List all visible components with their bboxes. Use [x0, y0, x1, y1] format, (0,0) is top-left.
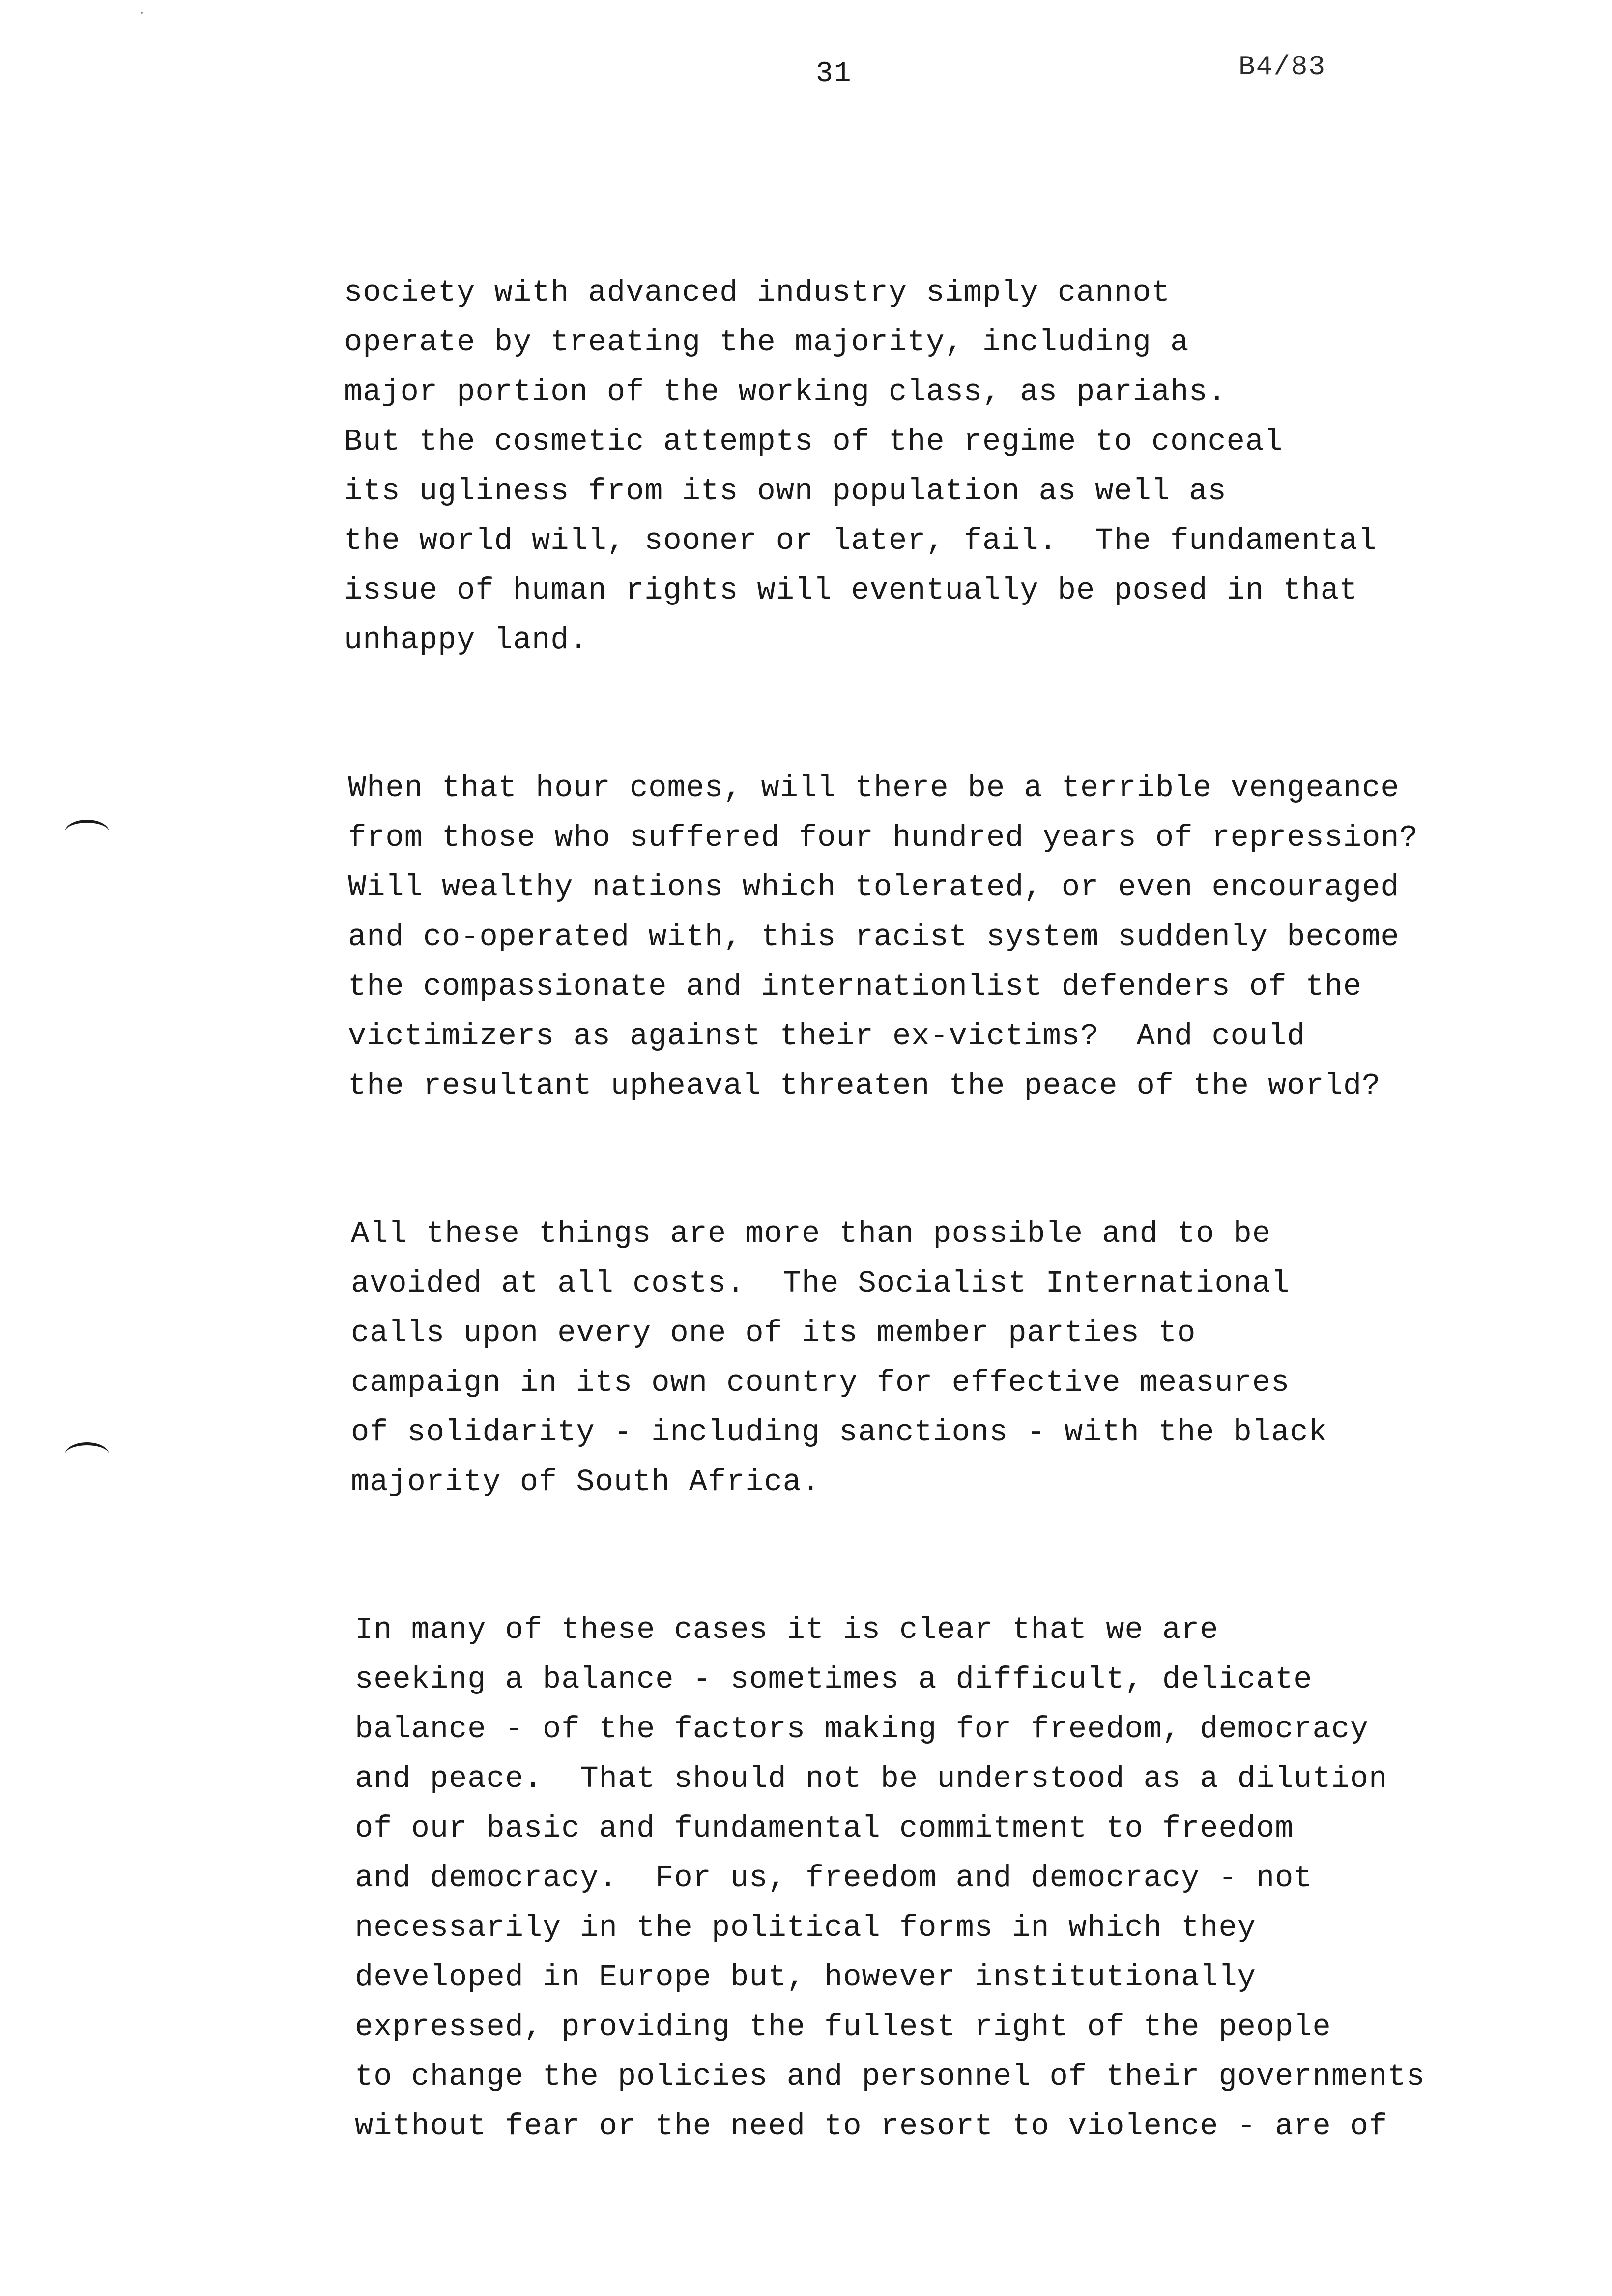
paragraph: [344, 268, 1563, 665]
text-line: victimizers as against their ex-victims? And could: [348, 1019, 1306, 1054]
text-line: and peace. That should not be understood as a dilution: [355, 1761, 1388, 1796]
text-line: and democracy. For us, freedom and democracy - not: [355, 1861, 1313, 1895]
text-line: campaign in its own country for effective measures: [351, 1365, 1290, 1400]
text-line: expressed, providing the fullest right of the people: [355, 2009, 1331, 2044]
text-line: But the cosmetic attempts of the regime to conceal: [344, 424, 1283, 459]
text-line: to change the policies and personnel of their governments: [355, 2059, 1425, 2094]
scan-speck: [141, 12, 143, 14]
text-line: society with advanced industry simply cannot: [344, 275, 1171, 310]
text-line: In many of these cases it is clear that we are: [355, 1612, 1219, 1647]
text-line: All these things are more than possible and to be: [351, 1216, 1271, 1251]
text-line: developed in Europe but, however institutionally: [355, 1960, 1256, 1995]
text-line: necessarily in the political forms in which they: [355, 1910, 1256, 1945]
text-line: When that hour comes, will there be a terrible vengeance: [348, 771, 1400, 805]
text-line: avoided at all costs. The Socialist International: [351, 1266, 1290, 1301]
body-text: [344, 268, 1563, 2249]
text-line: the world will, sooner or later, fail. The fundamental: [344, 523, 1377, 558]
text-line: of our basic and fundamental commitment to freedom: [355, 1811, 1294, 1846]
punch-hole-mark: [65, 820, 109, 844]
text-line: of solidarity - including sanctions - with the black: [351, 1415, 1327, 1450]
text-line: balance - of the factors making for freedom, democracy: [355, 1712, 1369, 1747]
text-line: and co-operated with, this racist system suddenly become: [348, 919, 1400, 954]
text-line: major portion of the working class, as pariahs.: [344, 374, 1227, 409]
text-line: without fear or the need to resort to violence - are of: [355, 2109, 1388, 2144]
text-line: the compassionate and internationlist defenders of the: [348, 969, 1362, 1004]
punch-hole-mark: [65, 1442, 109, 1467]
text-line: operate by treating the majority, including a: [344, 325, 1189, 360]
text-line: the resultant upheaval threaten the peace of the world?: [348, 1068, 1381, 1103]
text-line: its ugliness from its own population as well as: [344, 474, 1227, 509]
text-line: calls upon every one of its member parties to: [351, 1316, 1196, 1350]
paragraph: [355, 1605, 1563, 2151]
text-line: Will wealthy nations which tolerated, or even encouraged: [348, 870, 1400, 905]
paragraph: [351, 1209, 1563, 1507]
text-line: seeking a balance - sometimes a difficult, delicate: [355, 1662, 1313, 1697]
page-number: 31: [816, 58, 852, 90]
text-line: from those who suffered four hundred years of repression?: [348, 820, 1418, 855]
document-reference: B4/83: [1238, 51, 1326, 83]
text-line: issue of human rights will eventually be posed in that: [344, 573, 1358, 608]
paragraph: [348, 763, 1563, 1111]
text-line: unhappy land.: [344, 623, 588, 658]
text-line: majority of South Africa.: [351, 1464, 821, 1499]
